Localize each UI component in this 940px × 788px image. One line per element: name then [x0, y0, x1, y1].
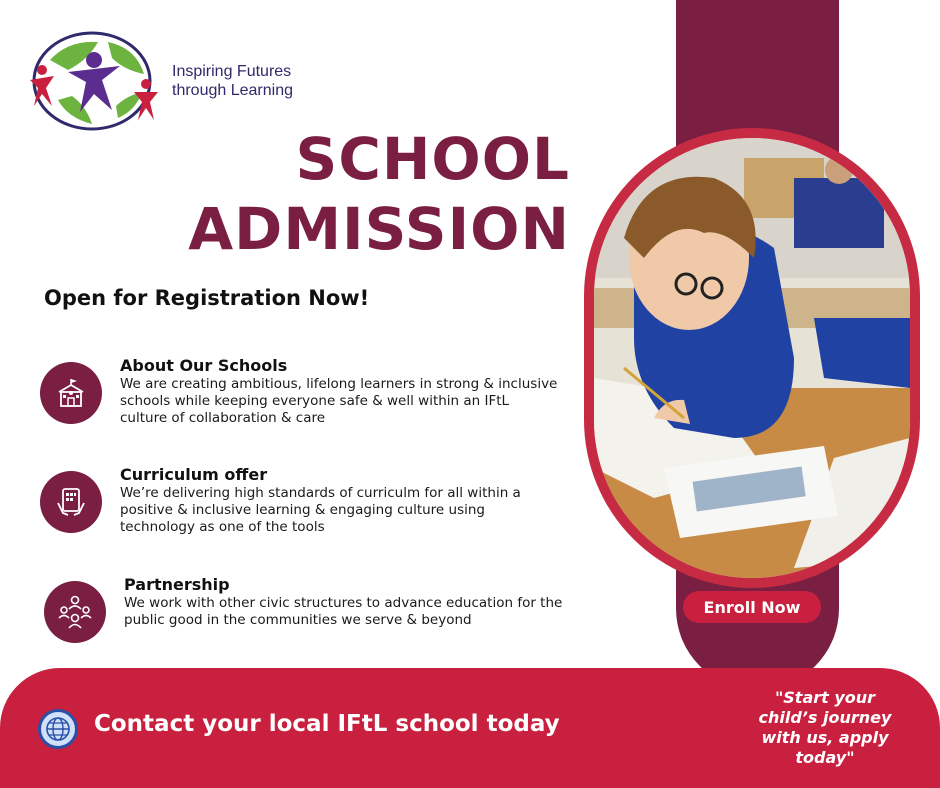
feature-title: About Our Schools: [120, 356, 288, 375]
title-line-2: ADMISSION: [188, 195, 570, 263]
brand-logo: [28, 30, 158, 132]
brand-line-2: through Learning: [172, 82, 293, 99]
group-people-icon: [44, 581, 106, 643]
brand-tagline: [172, 62, 293, 100]
title-line-1: SCHOOL: [295, 125, 570, 193]
feature-body: We are creating ambitious, lifelong learners in strong & inclusive schools while keeping everyone safe & well within an IFtL culture of collaboration & care: [120, 376, 558, 426]
feature-title: Partnership: [124, 575, 230, 594]
page-title: [150, 124, 570, 264]
tablet-hands-icon: [40, 471, 102, 533]
school-building-icon: [40, 362, 102, 424]
feature-title: Curriculum offer: [120, 465, 268, 484]
enroll-now-button[interactable]: Enroll Now: [683, 591, 821, 623]
tagline-quote: "Start your child’s journey with us, apply today": [758, 688, 892, 767]
student-writing-photo: [594, 138, 910, 578]
globe-icon: [38, 709, 78, 749]
feature-body: We work with other civic structures to advance education for the public good in the communities we serve & beyond: [124, 595, 563, 628]
brand-line-1: Inspiring Futures: [172, 63, 292, 80]
subtitle: Open for Registration Now!: [44, 286, 370, 310]
photo-frame: [584, 128, 920, 588]
contact-text: Contact your local IFtL school today: [94, 711, 560, 737]
people-circle-logo-icon: [28, 30, 158, 132]
feature-body: We’re delivering high standards of curriculm for all within a positive & inclusive learning & engaging culture using technology as one of the tools: [120, 485, 521, 535]
